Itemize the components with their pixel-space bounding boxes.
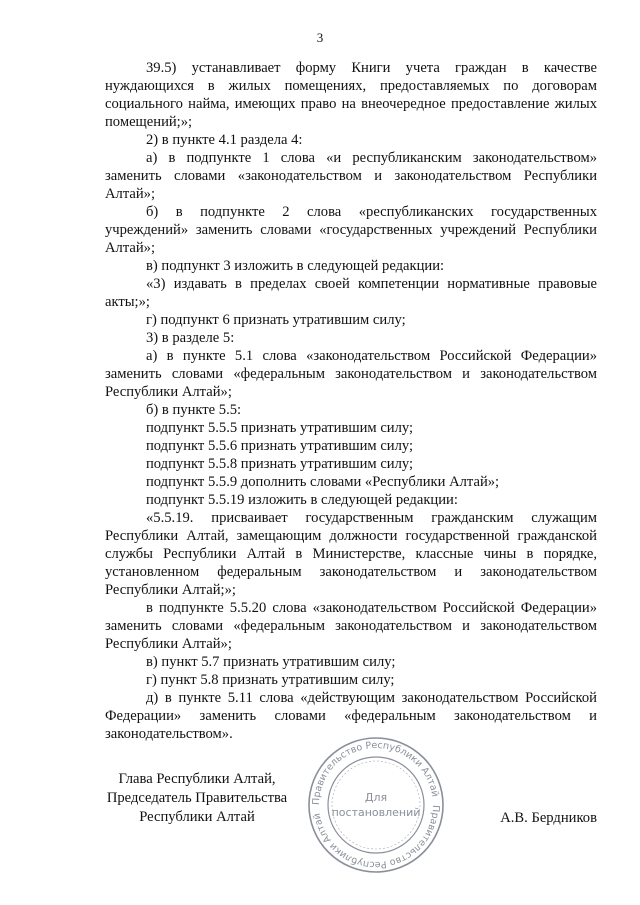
- paragraph: подпункт 5.5.19 изложить в следующей редакции:: [146, 492, 458, 508]
- paragraph: в подпункте 5.5.20 слова «законодательством Российской Федерации» заменить словами «федеральным законодательством и законодательством Республики Алтай»;: [105, 600, 597, 652]
- signatory-title-line: Республики Алтай: [139, 809, 255, 825]
- paragraph: 39.5) устанавливает форму Книги учета граждан в качестве нуждающихся в жилых помещениях, предоставляемых по договорам социального найма, имеющих право на внеочередное предоставление жилых помещений;»;: [105, 60, 597, 130]
- signatory-title-line: Глава Республики Алтай,: [118, 771, 276, 787]
- paragraph: а) в пункте 5.1 слова «законодательством Российской Федерации» заменить словами «федеральным законодательством и законодательством Республики Алтай»;: [105, 348, 597, 400]
- paragraph: 3) в разделе 5:: [146, 330, 235, 346]
- signatory-title-line: Председатель Правительства: [106, 790, 288, 806]
- seal-inner-ring: [328, 757, 424, 853]
- seal-center-text: постановлений: [331, 806, 421, 819]
- seal-dotted-ring: [332, 761, 420, 849]
- seal-ring-text: Правительство Республики Алтай: [310, 739, 441, 806]
- paragraph: г) пункт 5.8 признать утратившим силу;: [146, 672, 395, 688]
- paragraph: подпункт 5.5.9 дополнить словами «Республики Алтай»;: [146, 474, 500, 490]
- signatory-name: А.В. Бердников: [500, 810, 597, 826]
- paragraph: г) подпункт 6 признать утратившим силу;: [146, 312, 406, 328]
- seal-outer-ring: [309, 738, 443, 872]
- seal-center-text: Для: [364, 791, 388, 804]
- paragraph: «5.5.19. присваивает государственным гражданским служащим Республики Алтай, замещающим должности государственной гражданской службы Республики Алтай в Министерстве, классные чины в порядке, установленном федеральным законодательством и законодательством Республики Алтай;»;: [105, 510, 597, 598]
- paragraph: подпункт 5.5.8 признать утратившим силу;: [146, 456, 414, 472]
- document-body: [105, 59, 597, 743]
- official-seal-stamp: [306, 735, 446, 875]
- seal-ring-text: Правительство Республики Алтай: [311, 804, 442, 871]
- paragraph: подпункт 5.5.5 признать утратившим силу;: [146, 420, 414, 436]
- paragraph: д) в пункте 5.11 слова «действующим законодательством Российской Федерации» заменить словами «федеральным законодательством и законодательством».: [105, 690, 597, 742]
- paragraph: а) в подпункте 1 слова «и республиканским законодательством» заменить словами «законодательством и законодательством Республики Алтай»;: [105, 150, 597, 202]
- paragraph: б) в подпункте 2 слова «республиканских государственных учреждений» заменить словами «государственных учреждений Республики Алтай»;: [105, 204, 597, 256]
- paragraph: подпункт 5.5.6 признать утратившим силу;: [146, 438, 414, 454]
- paragraph: в) пункт 5.7 признать утратившим силу;: [146, 654, 396, 670]
- paragraph: 2) в пункте 4.1 раздела 4:: [146, 132, 303, 148]
- paragraph: б) в пункте 5.5:: [146, 402, 242, 418]
- signatory-title: [92, 770, 302, 827]
- page-number: 3: [316, 30, 324, 45]
- paragraph: в) подпункт 3 изложить в следующей редакции:: [146, 258, 445, 274]
- paragraph: «3) издавать в пределах своей компетенции нормативные правовые акты;»;: [105, 276, 597, 310]
